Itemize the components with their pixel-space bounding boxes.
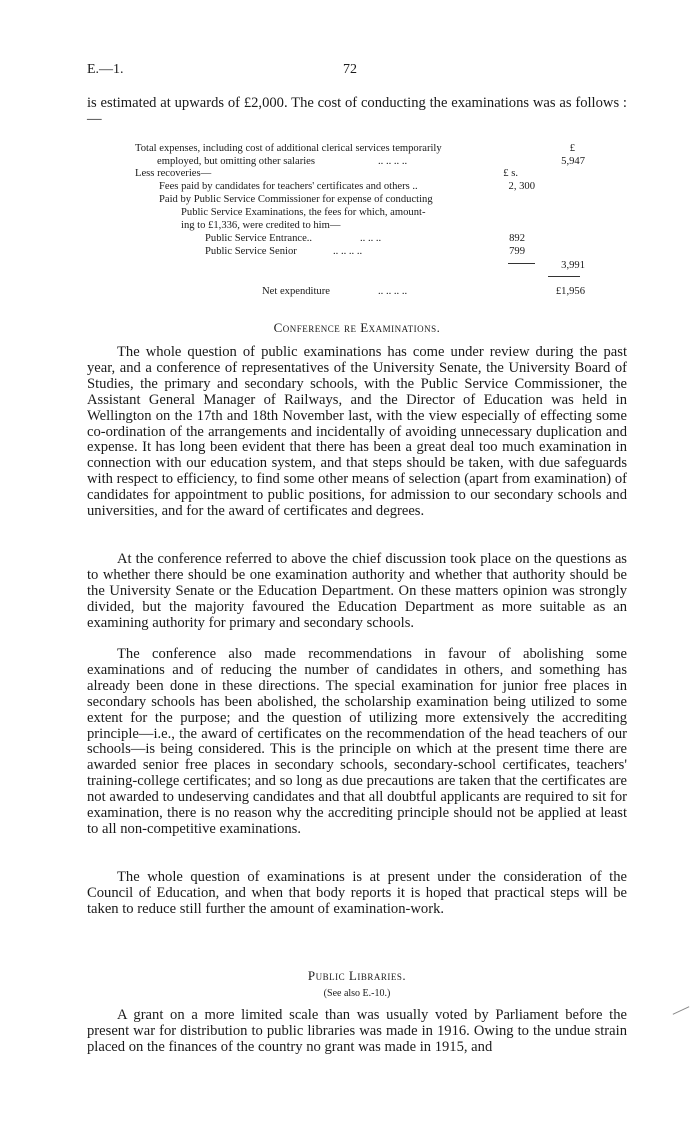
statement-value-entrance: 892 — [509, 233, 525, 244]
section-note-libraries: (See also E.-10.) — [323, 988, 391, 999]
statement-value-recoveries: 3,991 — [561, 260, 585, 271]
statement-line-credited: ing to £1,336, were credited to him— — [181, 220, 341, 231]
statement-line-senior: Public Service Senior — [205, 246, 297, 257]
statement-line-less-recoveries: Less recoveries— — [135, 168, 212, 179]
statement-dots: .. .. .. — [360, 233, 382, 244]
intro-paragraph: is estimated at upwards of £2,000. The cost of conducting the examinations was as follows :— — [87, 95, 627, 127]
statement-value-fees: 2, 300 — [508, 181, 535, 192]
section-heading-libraries: Public Libraries. — [307, 968, 407, 983]
subtotal-rule — [508, 263, 535, 264]
statement-value-total: 5,947 — [561, 156, 585, 167]
statement-unit-pounds: £ — [569, 143, 575, 154]
page-number: 72 — [343, 62, 357, 77]
statement-line-net: Net expenditure — [262, 286, 330, 297]
paragraph-conference-4: The whole question of examinations is at present under the consideration of the Council of Education, and when that body reports it is hoped that practical steps will be taken to reduce still further the amount of examination-work. — [87, 869, 627, 917]
statement-dots: .. .. .. .. — [378, 286, 408, 297]
paragraph-libraries-1: A grant on a more limited scale than was usually voted by Parliament before the present war for distribution to public libraries was made in 1916. Owing to the undue strain placed on the finances of the country no grant was made in 1915, and — [87, 1007, 627, 1055]
margin-mark — [673, 1006, 690, 1015]
statement-line-fees: Fees paid by candidates for teachers' certificates and others .. — [159, 181, 418, 192]
report-code: E.—1. — [87, 62, 124, 77]
statement-line-total-expenses: Total expenses, including cost of additional clerical services temporarily — [135, 143, 442, 154]
statement-line-employed: employed, but omitting other salaries — [157, 156, 315, 167]
statement-line-public-service-exams: Public Service Examinations, the fees for which, amount- — [181, 207, 426, 218]
statement-line-paid-by: Paid by Public Service Commissioner for expense of conducting — [159, 194, 433, 205]
statement-dots: .. .. .. .. — [378, 156, 408, 167]
statement-dots: .. .. .. .. — [333, 246, 363, 257]
section-heading-conference: Conference re Examinations. — [273, 320, 441, 335]
statement-value-net: £1,956 — [555, 286, 585, 297]
total-rule — [548, 276, 580, 277]
statement-unit-pounds-sub: £ s. — [503, 168, 518, 179]
paragraph-conference-3: The conference also made recommendations in favour of abolishing some examinations and of reducing the number of candidates in others, and something has already been done in these directions. The special examination for junior free places in secondary schools has been abolished, the scholarship examination being utilized to some extent for the purpose; and the question of utilizing more extensively the accrediting principle—i.e., the award of certificates on the recommendation of the head teachers of our schools—is being considered. This is the principle on which at the present time there are awarded senior free places in secondary schools, secondary-school certificates, teachers' training-college certificates; and so long as due precautions are taken that the certificates are not awarded to undeserving candidates and that all doubtful applicants are required to sit for examination, there is no reason why the accrediting principle should not be applied at least to all non-competitive examinations. — [87, 646, 627, 837]
paragraph-conference-2: At the conference referred to above the chief discussion took place on the questions as to whether there should be one examination authority and whether that authority should be the University Senate or the Education Department. On these matters opinion was strongly divided, but the majority favoured the Education Department as more suitable as an examining authority for primary and secondary schools. — [87, 551, 627, 631]
statement-value-senior: 799 — [509, 246, 525, 257]
paragraph-conference-1: The whole question of public examinations has come under review during the past year, and a conference of representatives of the University Senate, the University Board of Studies, the primary and secondary schools, with the Public Service Commissioner, the Assistant General Manager of Railways, and the Director of Education was held in Wellington on the 17th and 18th November last, with the view especially of effecting some co-ordination of the arrangements and incidentally of avoiding unnecessary duplication and expense. It has long been evident that there has been a great deal too much examination in connection with our education system, and that steps should be taken, with due safeguards with respect to efficiency, to find some other means of selection (apart from examination) of candidates for appointment to public positions, for admission to our secondary schools and universities, and for the award of certificates and degrees. — [87, 344, 627, 520]
statement-line-entrance: Public Service Entrance.. — [205, 233, 313, 244]
